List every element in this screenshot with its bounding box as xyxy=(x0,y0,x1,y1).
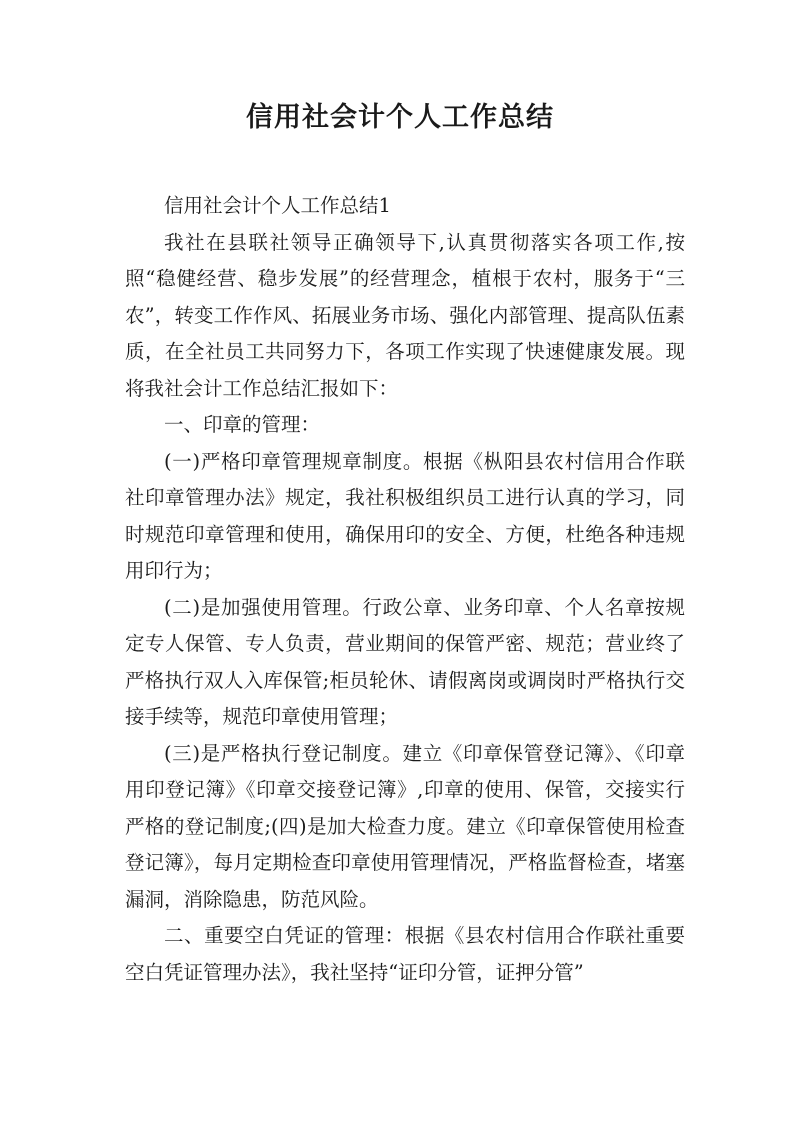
document-title: 信用社会计个人工作总结 xyxy=(246,102,554,133)
section-heading-vouchers: 二、重要空白凭证的管理：根据《县农村信用合作联社重要空白凭证管理办法》，我社坚持“证印分管，证押分管” xyxy=(125,924,685,984)
section-heading-seal: 一、印章的管理： xyxy=(164,413,321,436)
paragraph-subtitle: 信用社会计个人工作总结1 xyxy=(164,194,391,217)
paragraph-seal-usage: (二)是加强使用管理。行政公章、业务印章、个人名章按规定专人保管、专人负责，营业期间的保管严密、规范；营业终了严格执行双人入库保管;柜员轮休、请假离岗或调岗时严格执行交接手续等，规范印章使用管理； xyxy=(125,595,685,728)
paragraph-seal-rules: (一)严格印章管理规章制度。根据《枞阳县农村信用合作联社印章管理办法》规定，我社积极组织员工进行认真的学习，同时规范印章管理和使用，确保用印的安全、方便，杜绝各种违规用印行为； xyxy=(125,449,685,582)
document-body xyxy=(125,188,685,991)
paragraph-seal-registration: (三)是严格执行登记制度。建立《印章保管登记簿》、《印章用印登记簿》《印章交接登记簿》,印章的使用、保管，交接实行严格的登记制度;(四)是加大检查力度。建立《印章保管使用检查登记簿》，每月定期检查印章使用管理情况，严格监督检查，堵塞漏洞，消除隐患，防范风险。 xyxy=(125,741,685,911)
paragraph-intro: 我社在县联社领导正确领导下,认真贯彻落实各项工作,按照“稳健经营、稳步发展”的经营理念，植根于农村，服务于“三农”，转变工作作风、拓展业务市场、强化内部管理、提高队伍素质，在全社员工共同努力下，各项工作实现了快速健康发展。现将我社会计工作总结汇报如下： xyxy=(125,230,685,400)
